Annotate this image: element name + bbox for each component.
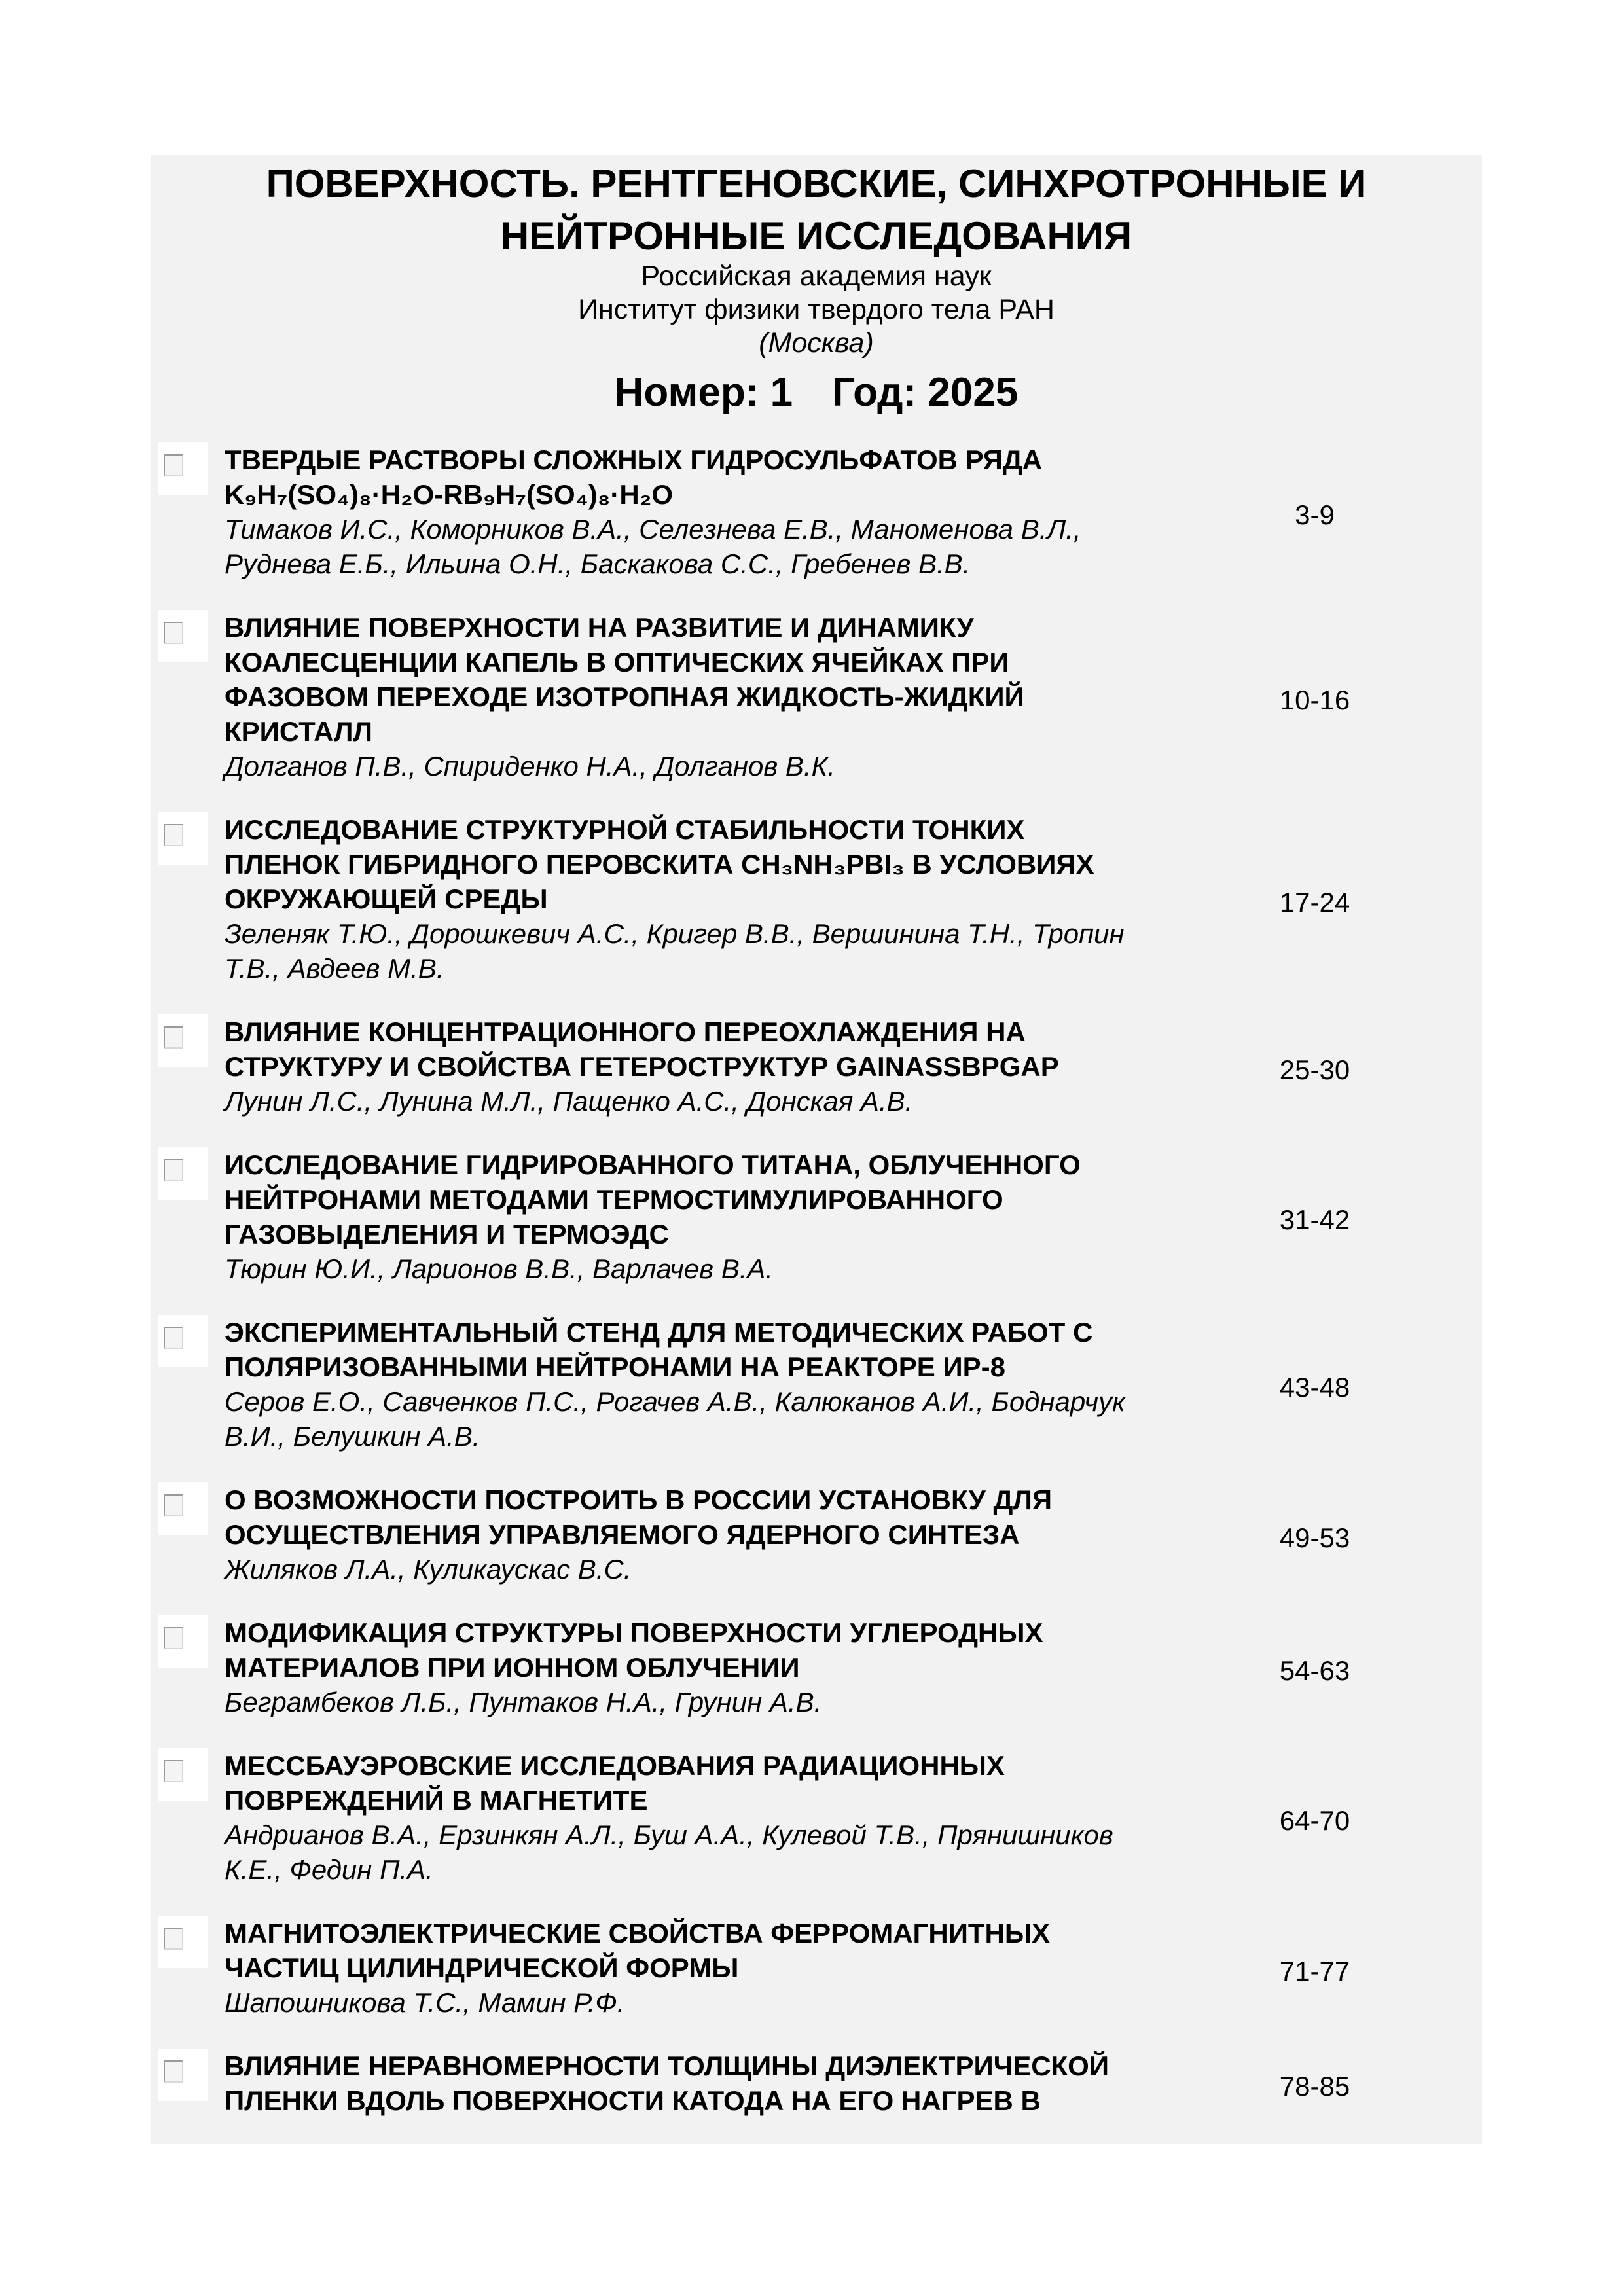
article-body [225, 1615, 1246, 1719]
article-title[interactable]: МАГНИТОЭЛЕКТРИЧЕСКИЕ СВОЙСТВА ФЕРРОМАГНИТНЫХ [225, 1918, 1051, 1948]
article-pages: 10-16 [1279, 684, 1350, 715]
article-authors: Серов Е.О., Савченков П.С., Рогачев А.В., Калюканов А.И., Боднарчук [225, 1386, 1125, 1417]
article-title[interactable]: ГАЗОВЫДЕЛЕНИЯ И ТЕРМОЭДС [225, 1219, 669, 1249]
select-checkbox[interactable] [164, 1026, 183, 1049]
article-pages: 49-53 [1279, 1522, 1350, 1553]
article-title[interactable]: ПЛЕНОК ГИБРИДНОГО ПЕРОВСКИТА CH₃NH₃PBI₃ В УСЛОВИЯХ [225, 849, 1094, 880]
article-body [225, 2049, 1246, 2118]
article-body [225, 1916, 1246, 2020]
article-body [225, 812, 1246, 986]
article-pages: 78-85 [1279, 2071, 1350, 2102]
article-entry [151, 1014, 1482, 1119]
institute: Институт физики твердого тела РАН [578, 294, 1055, 325]
select-checkbox[interactable] [164, 1627, 183, 1649]
article-pages: 43-48 [1279, 1372, 1350, 1403]
article-entry [151, 2049, 1482, 2118]
article-title[interactable]: КОАЛЕСЦЕНЦИИ КАПЕЛЬ В ОПТИЧЕСКИХ ЯЧЕЙКАХ ПРИ [225, 647, 1009, 677]
select-checkbox[interactable] [164, 1327, 183, 1349]
article-title[interactable]: О ВОЗМОЖНОСТИ ПОСТРОИТЬ В РОССИИ УСТАНОВКУ ДЛЯ [225, 1484, 1053, 1515]
article-pages: 25-30 [1279, 1054, 1350, 1085]
article-entry [151, 610, 1482, 783]
article-entry [151, 1615, 1482, 1719]
select-checkbox[interactable] [164, 1494, 183, 1516]
article-authors: Лунин Л.С., Лунина М.Л., Пащенко А.С., Донская А.В. [225, 1086, 913, 1117]
article-entry [151, 1748, 1482, 1887]
article-body [225, 1748, 1246, 1887]
article-body [225, 1014, 1246, 1119]
issue-year: Год: 2025 [832, 370, 1019, 415]
article-authors: Т.В., Авдеев М.В. [225, 953, 444, 984]
select-checkbox[interactable] [164, 1159, 183, 1181]
select-checkbox[interactable] [164, 622, 183, 644]
article-title[interactable]: K₉H₇(SO₄)₈·H₂O-RB₉H₇(SO₄)₈·H₂O [225, 479, 674, 510]
article-title[interactable]: ЭКСПЕРИМЕНТАЛЬНЫЙ СТЕНД ДЛЯ МЕТОДИЧЕСКИХ РАБОТ С [225, 1317, 1093, 1348]
article-authors: Жиляков Л.А., Куликаускас В.С. [225, 1554, 632, 1585]
article-pages: 3-9 [1295, 499, 1335, 530]
article-title[interactable]: ПОЛЯРИЗОВАННЫМИ НЕЙТРОНАМИ НА РЕАКТОРЕ ИР-8 [225, 1352, 1006, 1382]
select-checkbox[interactable] [164, 1928, 183, 1950]
article-title[interactable]: МЕССБАУЭРОВСКИЕ ИССЛЕДОВАНИЯ РАДИАЦИОННЫХ [225, 1750, 1005, 1781]
publisher: Российская академия наук [641, 260, 992, 292]
article-body [225, 1147, 1246, 1286]
article-entry [151, 1916, 1482, 2020]
article-title[interactable]: ОСУЩЕСТВЛЕНИЯ УПРАВЛЯЕМОГО ЯДЕРНОГО СИНТЕЗА [225, 1519, 1020, 1550]
article-authors: Тюрин Ю.И., Ларионов В.В., Варлачев В.А. [225, 1253, 774, 1284]
article-body [225, 610, 1246, 783]
article-pages: 54-63 [1279, 1655, 1350, 1686]
article-entry [151, 1147, 1482, 1286]
article-title[interactable]: ФАЗОВОМ ПЕРЕХОДЕ ИЗОТРОПНАЯ ЖИДКОСТЬ-ЖИДКИЙ [225, 681, 1024, 712]
article-title[interactable]: ПОВРЕЖДЕНИЙ В МАГНЕТИТЕ [225, 1785, 648, 1816]
select-checkbox[interactable] [164, 2060, 183, 2083]
select-checkbox[interactable] [164, 454, 183, 476]
article-title[interactable]: ПЛЕНКИ ВДОЛЬ ПОВЕРХНОСТИ КАТОДА НА ЕГО НАГРЕВ В [225, 2085, 1041, 2116]
article-title[interactable]: КРИСТАЛЛ [225, 716, 372, 747]
article-body [225, 1315, 1246, 1454]
article-authors: Беграмбеков Л.Б., Пунтаков Н.А., Грунин А.В. [225, 1687, 822, 1717]
article-entry [151, 1315, 1482, 1454]
article-title[interactable]: ТВЕРДЫЕ РАСТВОРЫ СЛОЖНЫХ ГИДРОСУЛЬФАТОВ РЯДА [225, 444, 1043, 475]
article-authors: Шапошникова Т.С., Мамин Р.Ф. [225, 1987, 625, 2018]
journal-title-line1: ПОВЕРХНОСТЬ. РЕНТГЕНОВСКИЕ, СИНХРОТРОННЫЕ И [266, 162, 1367, 206]
article-title[interactable]: ВЛИЯНИЕ НЕРАВНОМЕРНОСТИ ТОЛЩИНЫ ДИЭЛЕКТРИЧЕСКОЙ [225, 2051, 1110, 2081]
article-title[interactable]: ВЛИЯНИЕ ПОВЕРХНОСТИ НА РАЗВИТИЕ И ДИНАМИКУ [225, 612, 974, 643]
article-authors: К.Е., Федин П.А. [225, 1854, 433, 1885]
article-title[interactable]: НЕЙТРОНАМИ МЕТОДАМИ ТЕРМОСТИМУЛИРОВАННОГО [225, 1184, 1003, 1215]
issue-info [151, 367, 1482, 419]
select-checkbox[interactable] [164, 1760, 183, 1782]
article-list [151, 442, 1482, 2118]
article-body [225, 442, 1246, 581]
article-title[interactable]: ИССЛЕДОВАНИЕ ГИДРИРОВАННОГО ТИТАНА, ОБЛУЧЕННОГО [225, 1149, 1081, 1180]
select-checkbox[interactable] [164, 824, 183, 846]
article-title[interactable]: ОКРУЖАЮЩЕЙ СРЕДЫ [225, 884, 548, 914]
article-authors: Руднева Е.Б., Ильина О.Н., Баскакова С.С., Гребенев В.В. [225, 548, 971, 579]
article-pages: 71-77 [1279, 1955, 1350, 1986]
article-pages: 31-42 [1279, 1204, 1350, 1235]
article-pages: 17-24 [1279, 886, 1350, 918]
article-authors: В.И., Белушкин А.В. [225, 1421, 480, 1452]
article-authors: Андрианов В.А., Ерзинкян А.Л., Буш А.А., Кулевой Т.В., Прянишников [225, 1820, 1113, 1850]
article-authors: Тимаков И.С., Коморников В.А., Селезнева Е.В., Маноменова В.Л., [225, 514, 1081, 545]
article-authors: Долганов П.В., Спириденко Н.А., Долганов В.К. [225, 751, 836, 781]
article-entry [151, 812, 1482, 986]
issue-number: Номер: 1 [614, 370, 793, 415]
article-title[interactable]: СТРУКТУРУ И СВОЙСТВА ГЕТЕРОСТРУКТУР GAINASSBPGAP [225, 1051, 1059, 1082]
city: (Москва) [759, 327, 874, 359]
contents-panel [151, 155, 1482, 2144]
article-entry [151, 442, 1482, 581]
article-body [225, 1482, 1246, 1587]
article-title[interactable]: ВЛИЯНИЕ КОНЦЕНТРАЦИОННОГО ПЕРЕОХЛАЖДЕНИЯ НА [225, 1016, 1026, 1047]
article-title[interactable]: ЧАСТИЦ ЦИЛИНДРИЧЕСКОЙ ФОРМЫ [225, 1952, 739, 1983]
journal-title-line2: НЕЙТРОННЫЕ ИССЛЕДОВАНИЯ [500, 214, 1132, 258]
article-title[interactable]: МАТЕРИАЛОВ ПРИ ИОННОМ ОБЛУЧЕНИИ [225, 1652, 800, 1683]
article-title[interactable]: ИССЛЕДОВАНИЕ СТРУКТУРНОЙ СТАБИЛЬНОСТИ ТОНКИХ [225, 814, 1025, 845]
article-entry [151, 1482, 1482, 1587]
article-title[interactable]: МОДИФИКАЦИЯ СТРУКТУРЫ ПОВЕРХНОСТИ УГЛЕРОДНЫХ [225, 1617, 1043, 1648]
article-authors: Зеленяк Т.Ю., Дорошкевич А.С., Кригер В.В., Вершинина Т.Н., Тропин [225, 918, 1125, 949]
article-pages: 64-70 [1279, 1805, 1350, 1836]
